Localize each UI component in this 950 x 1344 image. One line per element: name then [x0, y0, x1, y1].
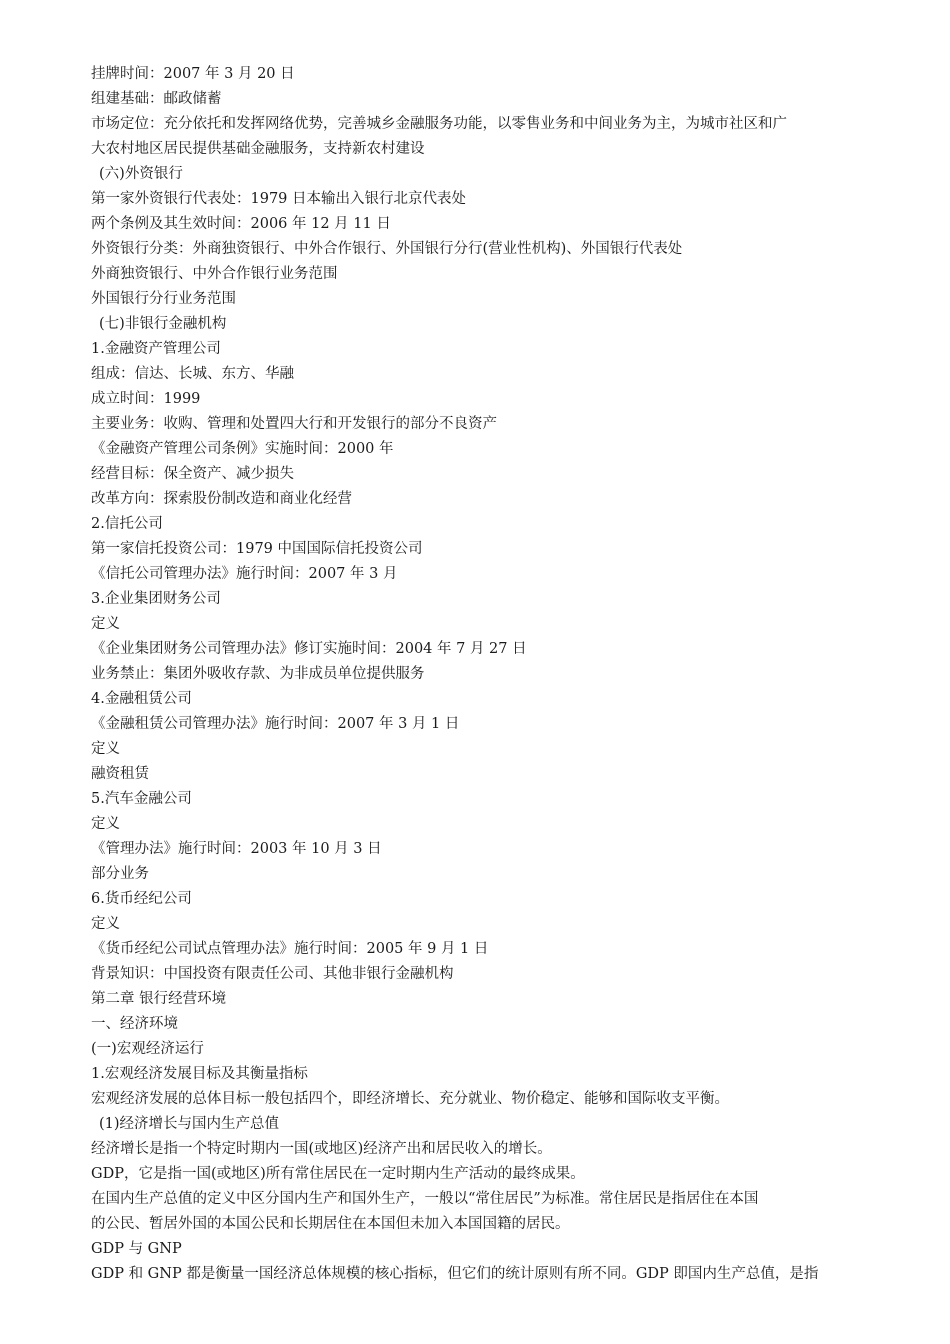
document-page	[91, 62, 891, 1287]
text-line: 挂牌时间：2007 年 3 月 20 日	[91, 66, 295, 82]
text-line: 第一家信托投资公司：1979 中国国际信托投资公司	[91, 541, 423, 557]
text-line: 《信托公司管理办法》施行时间：2007 年 3 月	[91, 566, 398, 582]
text-line: 定义	[91, 741, 120, 757]
text-line: 4.金融租赁公司	[91, 691, 192, 707]
text-line: (六)外资银行	[99, 166, 183, 182]
text-line: 外资银行分类：外商独资银行、中外合作银行、外国银行分行(营业性机构)、外国银行代表处	[91, 241, 683, 257]
text-line: 外国银行分行业务范围	[91, 291, 236, 307]
text-line: 主要业务：收购、管理和处置四大行和开发银行的部分不良资产	[91, 416, 497, 432]
text-line: 改革方向：探索股份制改造和商业化经营	[91, 491, 352, 507]
text-line: 融资租赁	[91, 766, 149, 782]
text-line: 《货币经纪公司试点管理办法》施行时间：2005 年 9 月 1 日	[91, 941, 489, 957]
text-line: 3.企业集团财务公司	[91, 591, 221, 607]
text-line: 两个条例及其生效时间：2006 年 12 月 11 日	[91, 216, 391, 232]
text-line: 大农村地区居民提供基础金融服务，支持新农村建设	[91, 141, 425, 157]
text-line: GDP 和 GNP 都是衡量一国经济总体规模的核心指标，但它们的统计原则有所不同。GDP 即国内生产总值，是指	[91, 1266, 819, 1282]
text-line: 宏观经济发展的总体目标一般包括四个，即经济增长、充分就业、物价稳定、能够和国际收支平衡。	[91, 1091, 729, 1107]
text-line: (一)宏观经济运行	[91, 1041, 204, 1057]
text-line: 经营目标：保全资产、减少损失	[91, 466, 294, 482]
text-line: 组建基础：邮政储蓄	[91, 91, 222, 107]
text-line: 第二章 银行经营环境	[91, 991, 227, 1007]
text-line: 第一家外资银行代表处：1979 日本输出入银行北京代表处	[91, 191, 467, 207]
text-line: GDP，它是指一国(或地区)所有常住居民在一定时期内生产活动的最终成果。	[91, 1166, 585, 1182]
text-line: 外商独资银行、中外合作银行业务范围	[91, 266, 338, 282]
text-line: 《管理办法》施行时间：2003 年 10 月 3 日	[91, 841, 382, 857]
text-line: 定义	[91, 616, 120, 632]
text-line: 业务禁止：集团外吸收存款、为非成员单位提供服务	[91, 666, 425, 682]
text-line: 《金融资产管理公司条例》实施时间：2000 年	[91, 441, 394, 457]
text-line: 一、经济环境	[91, 1016, 178, 1032]
text-line: 1.宏观经济发展目标及其衡量指标	[91, 1066, 308, 1082]
text-line: 1.金融资产管理公司	[91, 341, 221, 357]
text-line: 组成：信达、长城、东方、华融	[91, 366, 294, 382]
text-line: 的公民、暂居外国的本国公民和长期居住在本国但未加入本国国籍的居民。	[91, 1216, 570, 1232]
text-line: 2.信托公司	[91, 516, 163, 532]
text-line: 5.汽车金融公司	[91, 791, 192, 807]
text-line: 在国内生产总值的定义中区分国内生产和国外生产，一般以“常住居民”为标准。常住居民是指居住在本国	[91, 1191, 759, 1207]
text-line: 《企业集团财务公司管理办法》修订实施时间：2004 年 7 月 27 日	[91, 641, 527, 657]
text-line: 定义	[91, 816, 120, 832]
text-line: (1)经济增长与国内生产总值	[99, 1116, 280, 1132]
text-line: 定义	[91, 916, 120, 932]
text-line: 6.货币经纪公司	[91, 891, 192, 907]
text-line: 经济增长是指一个特定时期内一国(或地区)经济产出和居民收入的增长。	[91, 1141, 552, 1157]
text-line: 成立时间：1999	[91, 391, 201, 407]
text-line: 背景知识：中国投资有限责任公司、其他非银行金融机构	[91, 966, 454, 982]
text-line: GDP 与 GNP	[91, 1241, 182, 1257]
text-line: 部分业务	[91, 866, 149, 882]
text-line: (七)非银行金融机构	[99, 316, 227, 332]
text-line: 《金融租赁公司管理办法》施行时间：2007 年 3 月 1 日	[91, 716, 460, 732]
text-line: 市场定位：充分依托和发挥网络优势，完善城乡金融服务功能，以零售业务和中间业务为主，为城市社区和广	[91, 116, 787, 132]
